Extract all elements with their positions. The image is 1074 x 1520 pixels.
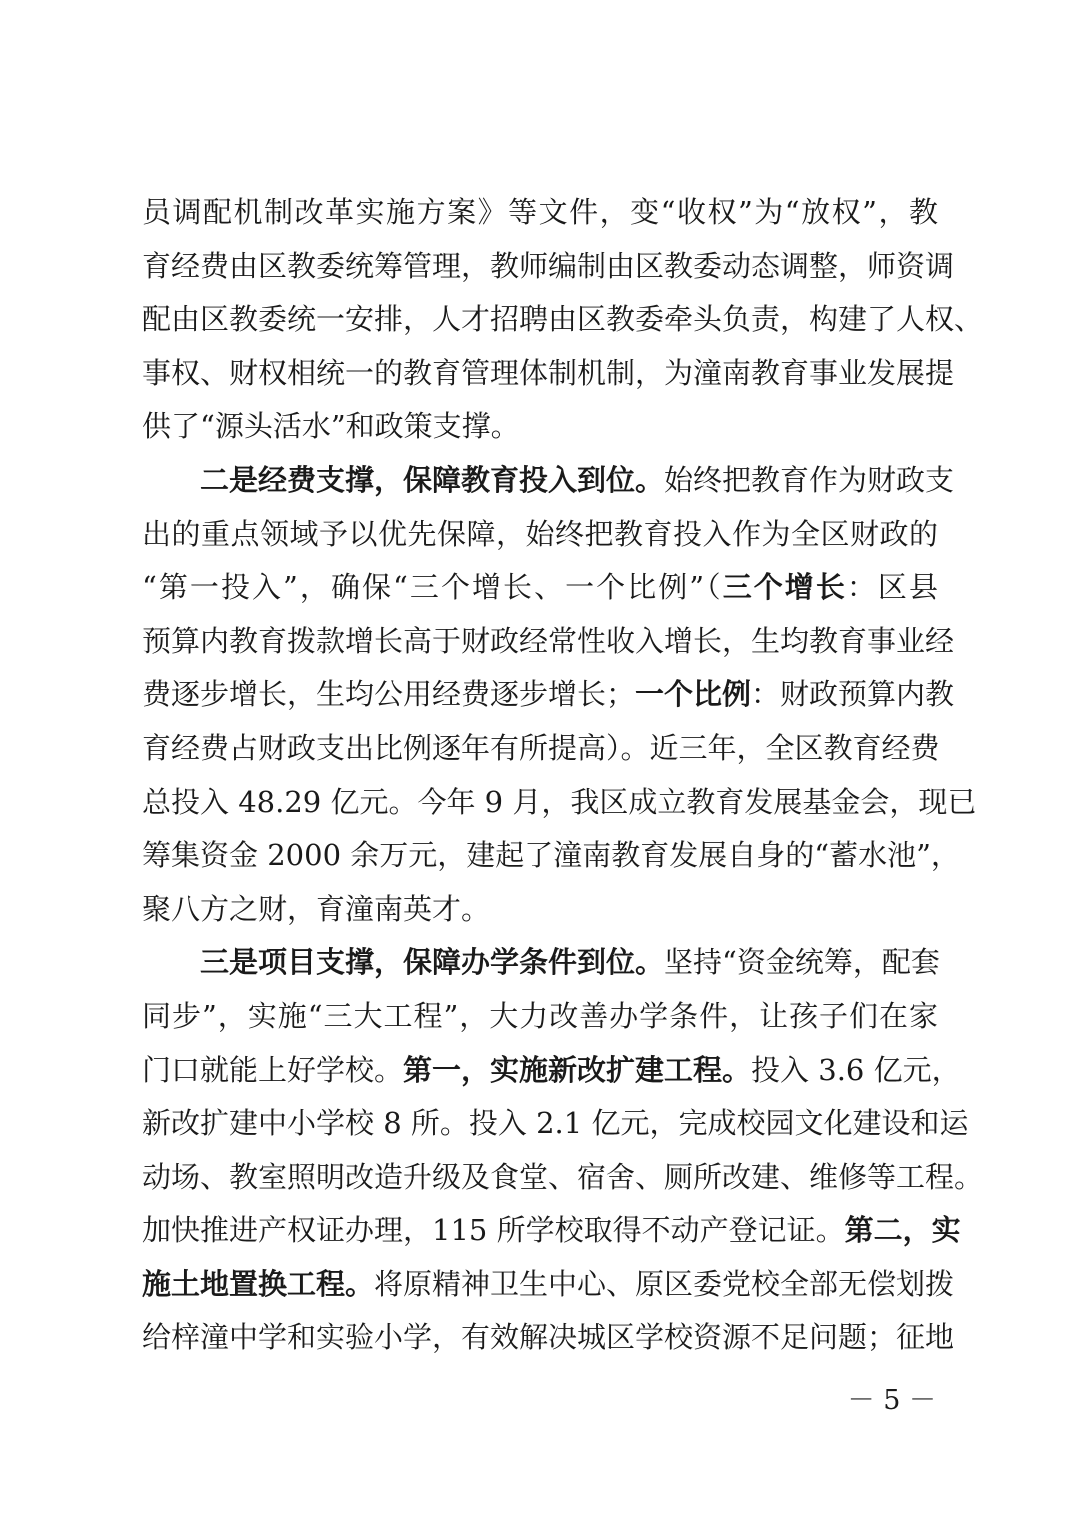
bold-term: 第二，实	[844, 1213, 961, 1248]
bold-term: 一个比例	[635, 677, 752, 712]
paragraph-2-heading: 二是经费支撑，保障教育投入到位。	[200, 462, 665, 497]
paragraph-1-line: 事权、财权相统一的教育管理体制机制，为潼南教育事业发展提	[142, 355, 955, 390]
paragraph-1-line: 供了“源头活水”和政策支撑。	[142, 409, 520, 444]
paragraph-3-line	[142, 1258, 955, 1312]
paragraph-2-text: 费逐步增长，生均公用经费逐步增长；	[142, 677, 636, 712]
paragraph-2-text: ：区县	[846, 570, 938, 605]
paragraph-3-line	[142, 936, 938, 990]
paragraph-2-line	[142, 454, 955, 508]
paragraph-2-text: ：财政预算内教	[751, 677, 955, 712]
paragraph-2-line: 总投入 48.29 亿元。今年 9 月，我区成立教育发展基金会，现已	[142, 784, 977, 819]
paragraph-2-line	[142, 561, 938, 615]
paragraph-2-line	[142, 668, 955, 722]
paragraph-3-line: 给梓潼中学和实验小学，有效解决城区学校资源不足问题；征地	[142, 1320, 955, 1355]
paragraph-3-heading: 三是项目支撑，保障办学条件到位。	[200, 945, 665, 980]
paragraph-3-line: 同步”，实施“三大工程”，大力改善办学条件，让孩子们在家	[142, 998, 938, 1033]
paragraph-3-text: 坚持“资金统筹，配套	[664, 945, 940, 980]
paragraph-3-text: 将原精神卫生中心、原区委党校全部无偿划拨	[374, 1266, 955, 1301]
paragraph-2-line: 筹集资金 2000 余万元，建起了潼南教育发展自身的“蓄水池”，	[142, 838, 960, 873]
paragraph-1-line: 配由区教委统一安排，人才招聘由区教委牵头负责，构建了人权、	[142, 302, 984, 337]
paragraph-2-text: 始终把教育作为财政支	[664, 462, 955, 497]
paragraph-1-line: 员调配机制改革实施方案》等文件，变“收权”为“放权”，教	[142, 195, 938, 229]
paragraph-2-line: 育经费占财政支出比例逐年有所提高）。近三年，全区教育经费	[142, 730, 940, 765]
paragraph-2-line: 出的重点领域予以优先保障，始终把教育投入作为全区财政的	[142, 516, 938, 551]
paragraph-2-text: “第一投入”，确保“三个增长、一个比例”（	[142, 570, 723, 605]
page-number-text: － 5 －	[847, 1385, 936, 1416]
paragraph-3-line: 新改扩建中小学校 8 所。投入 2.1 亿元，完成校园文化建设和运	[142, 1106, 969, 1141]
paragraph-3-line	[142, 1044, 961, 1098]
bold-term: 第一，实施新改扩建工程。	[403, 1052, 752, 1087]
paragraph-1-line: 育经费由区教委统筹管理，教师编制由区教委动态调整，师资调	[142, 248, 955, 283]
paragraph-3-line	[142, 1204, 961, 1258]
bold-term: 三个增长	[722, 570, 847, 605]
paragraph-2-line: 聚八方之财，育潼南英才。	[142, 891, 491, 926]
paragraph-3-text: 门口就能上好学校。	[142, 1052, 404, 1087]
bold-term: 施土地置换工程。	[142, 1266, 375, 1301]
document-body	[142, 186, 984, 1365]
paragraph-3-text: 加快推进产权证办理，115 所学校取得不动产登记证。	[142, 1213, 845, 1248]
paragraph-3-text: 投入 3.6 亿元，	[751, 1052, 961, 1087]
paragraph-2-line: 预算内教育拨款增长高于财政经常性收入增长，生均教育事业经	[142, 623, 955, 658]
paragraph-3-line: 动场、教室照明改造升级及食堂、宿舍、厕所改建、维修等工程。	[142, 1159, 984, 1194]
